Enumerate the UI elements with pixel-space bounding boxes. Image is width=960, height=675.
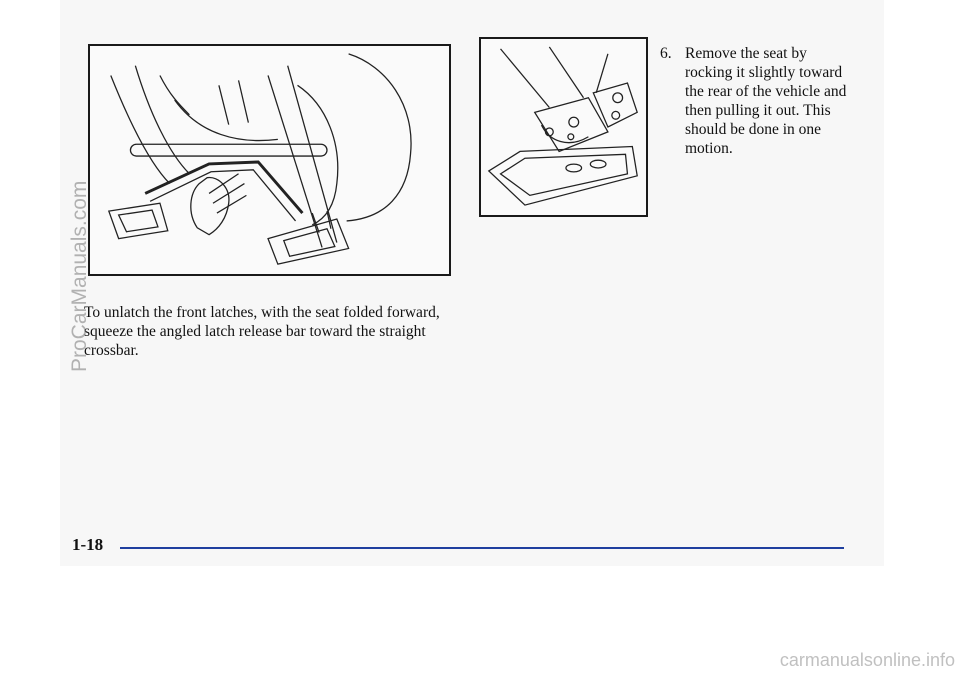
step-text: Remove the seat by rocking it slightly toward the rear of the vehicle and then pulling it out. This should be done in one motion. (685, 45, 847, 157)
watermark-bottom: carmanualsonline.info (779, 650, 955, 670)
left-caption: To unlatch the front latches, with the seat folded forward, squeeze the angled latch release bar toward the straight crossbar. (84, 304, 440, 359)
seat-latch-drawing (90, 46, 449, 274)
step-6 (662, 44, 848, 158)
page-number: 1-18 (72, 535, 104, 554)
seat-latch-illustration (88, 44, 451, 276)
page-rule (120, 547, 844, 549)
latch-closeup-illustration (479, 37, 648, 217)
step-number: 6. (660, 45, 672, 62)
watermark-left-text: ProCarManuals.com (68, 180, 91, 372)
latch-closeup-drawing (481, 39, 646, 215)
